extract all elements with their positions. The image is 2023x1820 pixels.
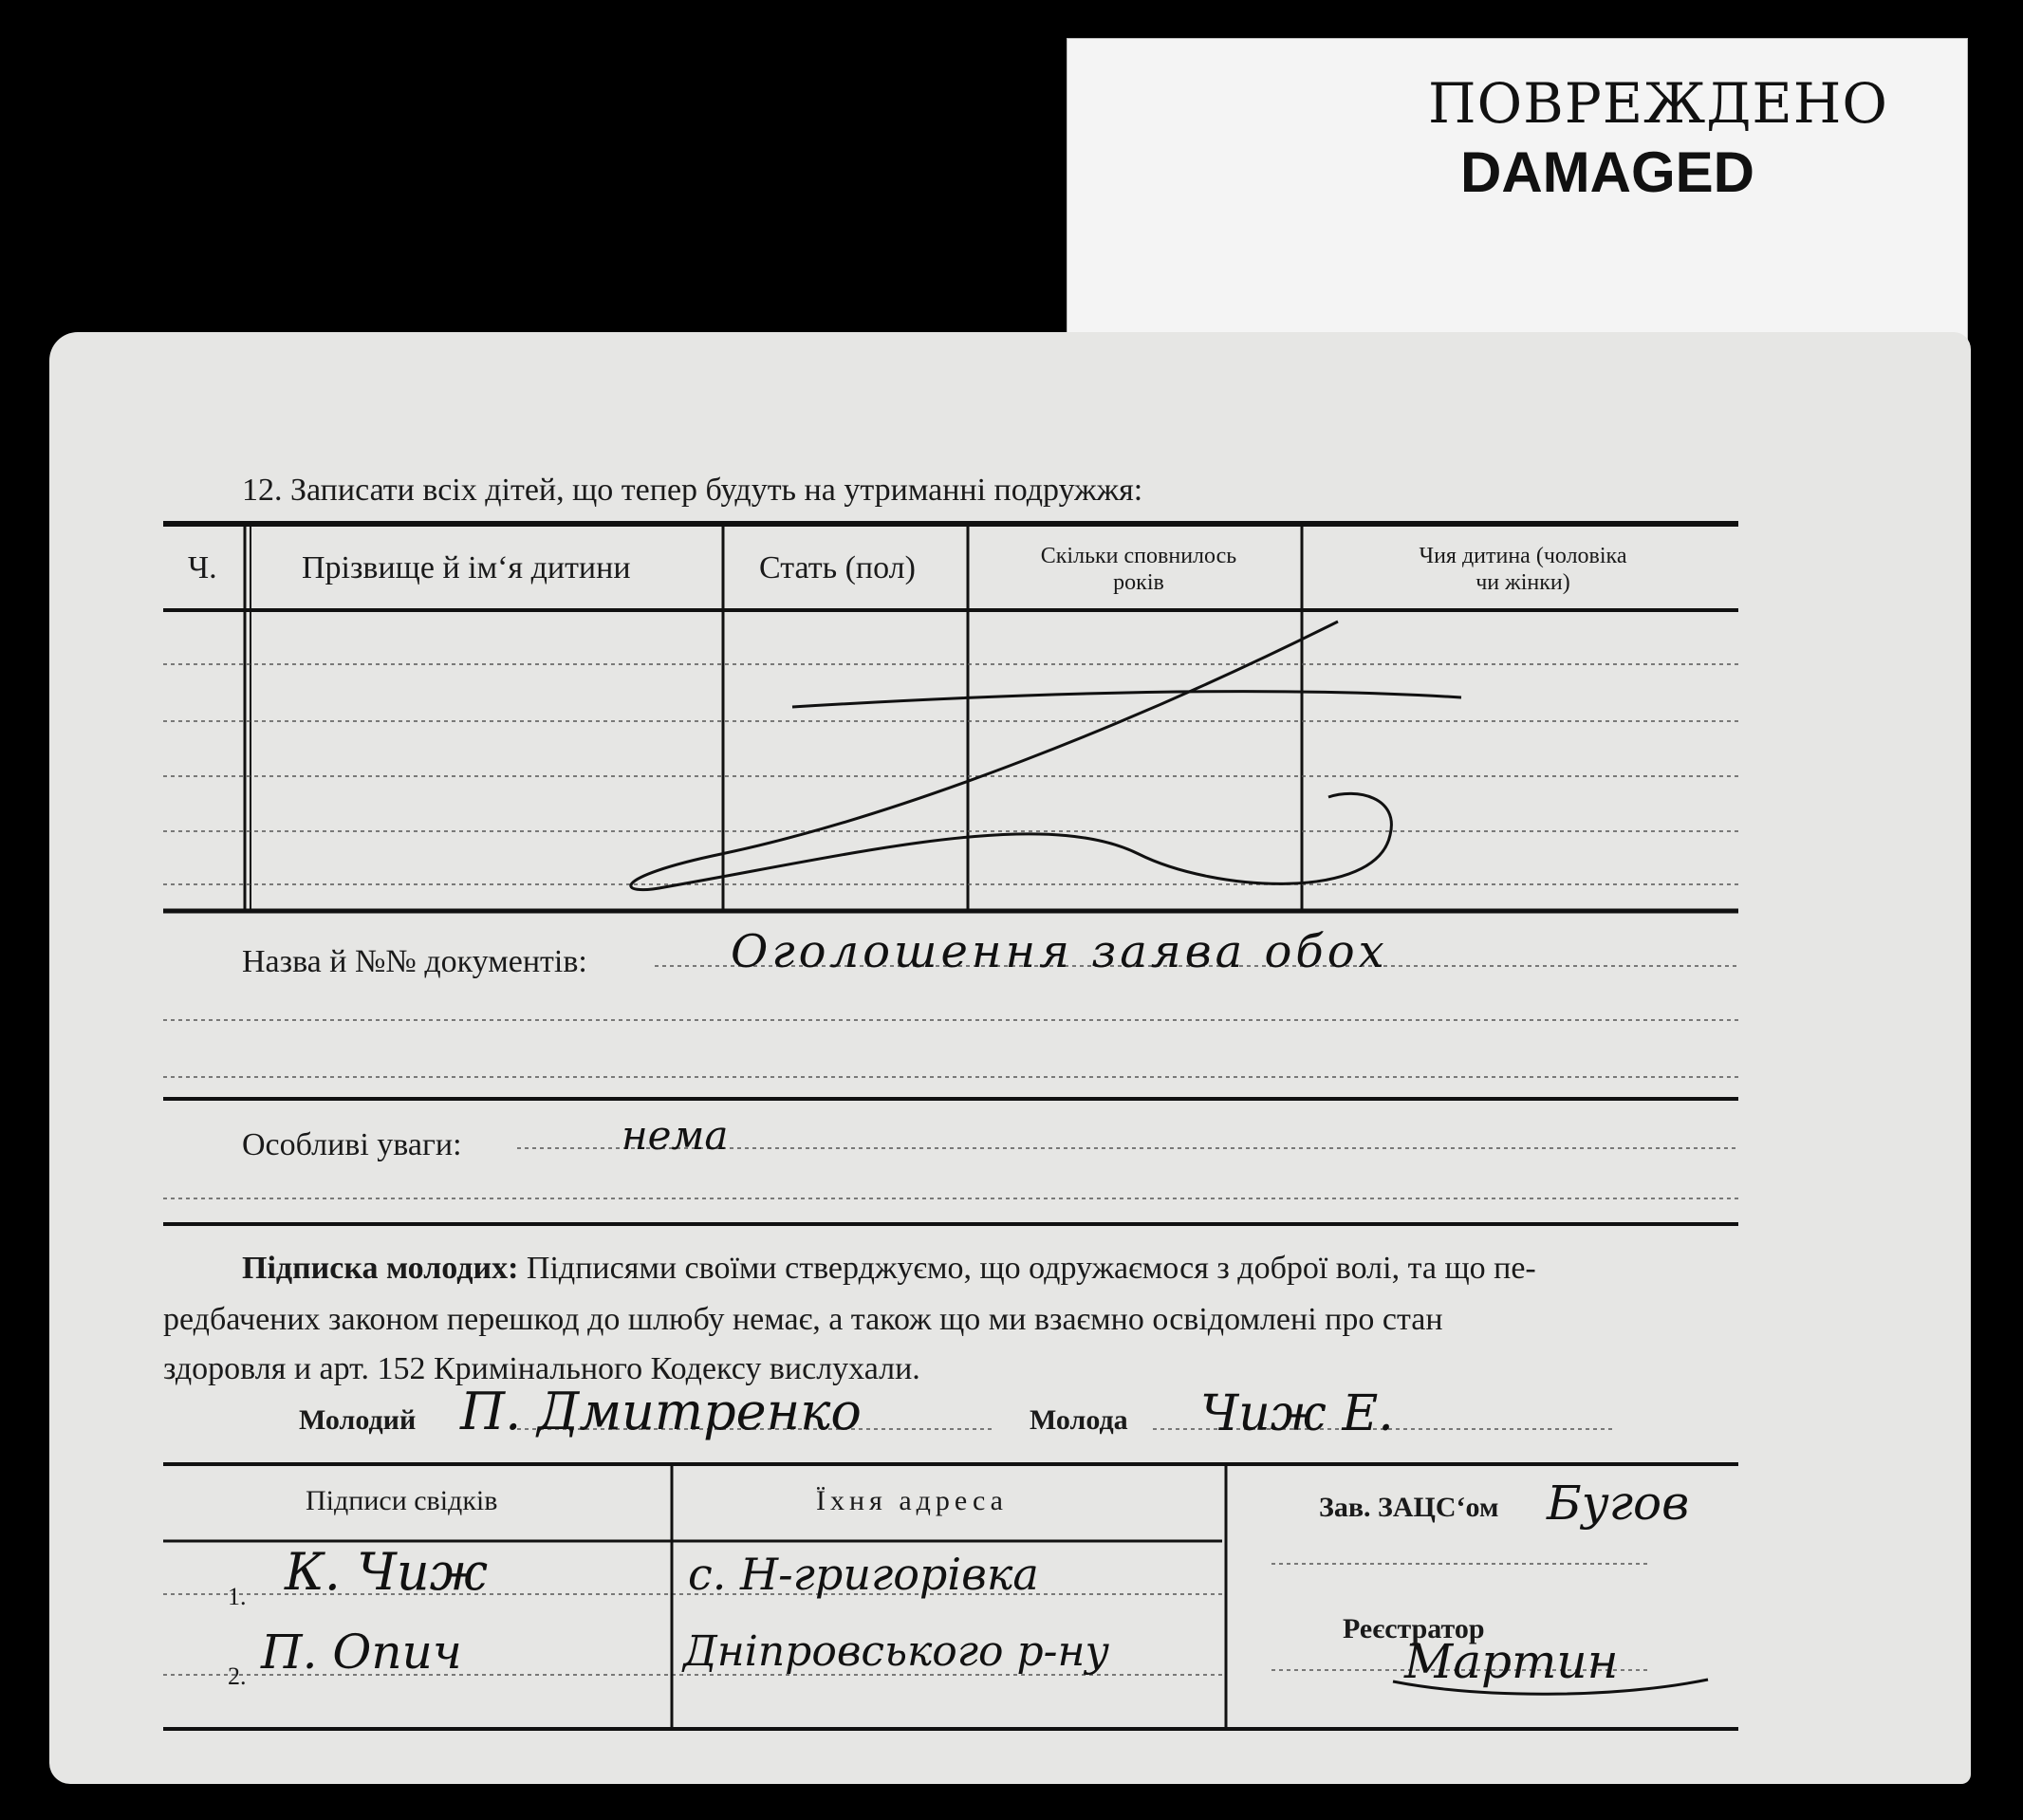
witness-1-signature: К. Чиж bbox=[285, 1542, 489, 1602]
column-whose-child: Чия дитина (чоловіка чи жінки) bbox=[1419, 544, 1627, 595]
bride-signature: Чиж Е. bbox=[1200, 1385, 1394, 1442]
children-heading: 12. Записати всіх дітей, що тепер будуть на утриманні подружжя: bbox=[242, 473, 1143, 508]
groom-label: Молодий bbox=[299, 1404, 417, 1436]
registrar-label: Реєстратор bbox=[1343, 1613, 1485, 1644]
witness-sign-header: Підписи свідків bbox=[306, 1485, 498, 1516]
witness-2-signature: П. Опич bbox=[261, 1625, 462, 1680]
bride-label: Молода bbox=[1030, 1404, 1128, 1436]
declaration-text-1: Підписями своїми стверджуємо, що одружаємося з доброї волі, та що пе- bbox=[526, 1251, 1536, 1286]
column-age: Скільки сповнилось років bbox=[1040, 544, 1237, 595]
documents-value: Оголошення заява обох bbox=[731, 925, 1388, 978]
registrar-signature: Мартин bbox=[1404, 1634, 1619, 1689]
remarks-value: нема bbox=[622, 1112, 729, 1159]
column-child-name: Прізвище й ім‘я дитини bbox=[302, 550, 631, 585]
documents-label: Назва й №№ документів: bbox=[242, 944, 587, 979]
head-zags-signature: Бугов bbox=[1547, 1476, 1690, 1531]
witness-2-number: 2. bbox=[228, 1662, 247, 1690]
witness-1-number: 1. bbox=[228, 1583, 247, 1610]
damaged-label-english: DAMAGED bbox=[1460, 140, 1754, 204]
remarks-label: Особливі уваги: bbox=[242, 1127, 462, 1162]
declaration-line-3: здоровля и арт. 152 Кримінального Кодексу вислухали. bbox=[163, 1351, 920, 1386]
witness-2-address: Дніпровського р-ну bbox=[683, 1627, 1110, 1676]
head-zags-label: Зав. ЗАЦС‘ом bbox=[1319, 1492, 1499, 1523]
declaration-title: Підписка молодих: bbox=[242, 1251, 519, 1286]
damaged-label-ukrainian: ПОВРЕЖДЕНО bbox=[1428, 71, 1888, 136]
groom-signature: П. Дмитренко bbox=[460, 1382, 862, 1441]
witness-address-header: Їхня адреса bbox=[816, 1485, 1008, 1516]
declaration-line-2: редбачених законом перешкод до шлюбу немає, а також що ми взаємно освідомлені про стан bbox=[163, 1302, 1443, 1337]
witness-1-address: с. Н-григорівка bbox=[688, 1549, 1039, 1600]
column-sex: Стать (пол) bbox=[759, 550, 916, 585]
declaration-line-1 bbox=[242, 1251, 1536, 1287]
column-number: Ч. bbox=[188, 550, 217, 585]
